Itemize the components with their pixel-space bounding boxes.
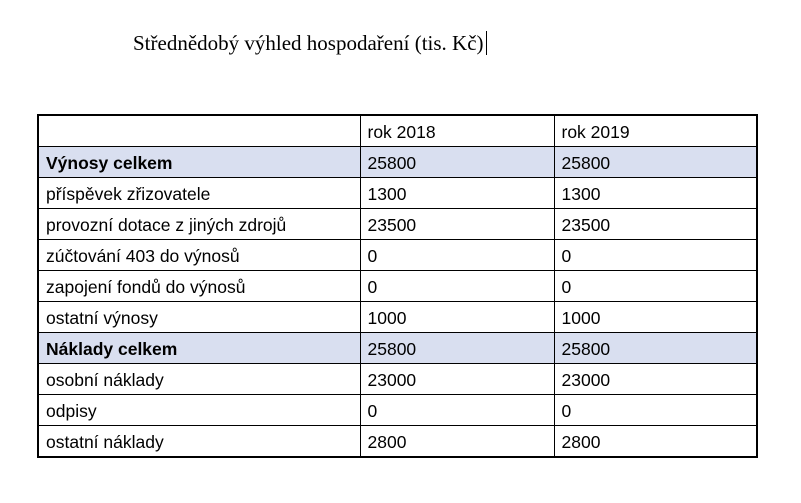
- table-row-costs-total: [38, 333, 757, 364]
- row-value-2018-cell[interactable]: 2800: [360, 426, 554, 458]
- row-value-2019-cell[interactable]: 2800: [554, 426, 757, 458]
- row-value-2018-cell[interactable]: 1300: [360, 178, 554, 209]
- row-value-2018-cell[interactable]: 0: [360, 271, 554, 302]
- text-cursor: [486, 31, 487, 55]
- row-value-2018-cell[interactable]: 23500: [360, 209, 554, 240]
- header-year-2019-cell[interactable]: rok 2019: [554, 115, 757, 147]
- row-value-2019-cell[interactable]: 23000: [554, 364, 757, 395]
- row-label-cell[interactable]: provozní dotace z jiných zdrojů: [38, 209, 360, 240]
- row-value-2018-cell[interactable]: 0: [360, 395, 554, 426]
- row-value-2019-cell[interactable]: 1300: [554, 178, 757, 209]
- document-title[interactable]: [133, 30, 487, 56]
- row-label-cell[interactable]: odpisy: [38, 395, 360, 426]
- row-value-2018-cell[interactable]: 25800: [360, 333, 554, 364]
- row-label-cell[interactable]: ostatní výnosy: [38, 302, 360, 333]
- table-row: [38, 178, 757, 209]
- row-value-2019-cell[interactable]: 0: [554, 271, 757, 302]
- row-label-cell[interactable]: zúčtování 403 do výnosů: [38, 240, 360, 271]
- header-year-2018-cell[interactable]: rok 2018: [360, 115, 554, 147]
- table-row: [38, 240, 757, 271]
- row-value-2019-cell[interactable]: 25800: [554, 333, 757, 364]
- table-row: [38, 395, 757, 426]
- title-text: Střednědobý výhled hospodaření (tis. Kč): [133, 31, 484, 55]
- row-value-2018-cell[interactable]: 23000: [360, 364, 554, 395]
- row-value-2019-cell[interactable]: 25800: [554, 147, 757, 178]
- row-value-2019-cell[interactable]: 0: [554, 395, 757, 426]
- row-label-cell[interactable]: příspěvek zřizovatele: [38, 178, 360, 209]
- table-row: [38, 302, 757, 333]
- budget-table: [37, 114, 758, 458]
- row-label-cell[interactable]: Výnosy celkem: [38, 147, 360, 178]
- header-label-cell[interactable]: [38, 115, 360, 147]
- table-row: [38, 364, 757, 395]
- row-value-2019-cell[interactable]: 23500: [554, 209, 757, 240]
- table-header-row: [38, 115, 757, 147]
- row-label-cell[interactable]: zapojení fondů do výnosů: [38, 271, 360, 302]
- table-row: [38, 426, 757, 458]
- row-label-cell[interactable]: ostatní náklady: [38, 426, 360, 458]
- row-value-2019-cell[interactable]: 0: [554, 240, 757, 271]
- row-label-cell[interactable]: osobní náklady: [38, 364, 360, 395]
- table-row-revenue-total: [38, 147, 757, 178]
- row-value-2018-cell[interactable]: 25800: [360, 147, 554, 178]
- row-value-2019-cell[interactable]: 1000: [554, 302, 757, 333]
- table-row: [38, 209, 757, 240]
- row-value-2018-cell[interactable]: 0: [360, 240, 554, 271]
- row-label-cell[interactable]: Náklady celkem: [38, 333, 360, 364]
- table-row: [38, 271, 757, 302]
- row-value-2018-cell[interactable]: 1000: [360, 302, 554, 333]
